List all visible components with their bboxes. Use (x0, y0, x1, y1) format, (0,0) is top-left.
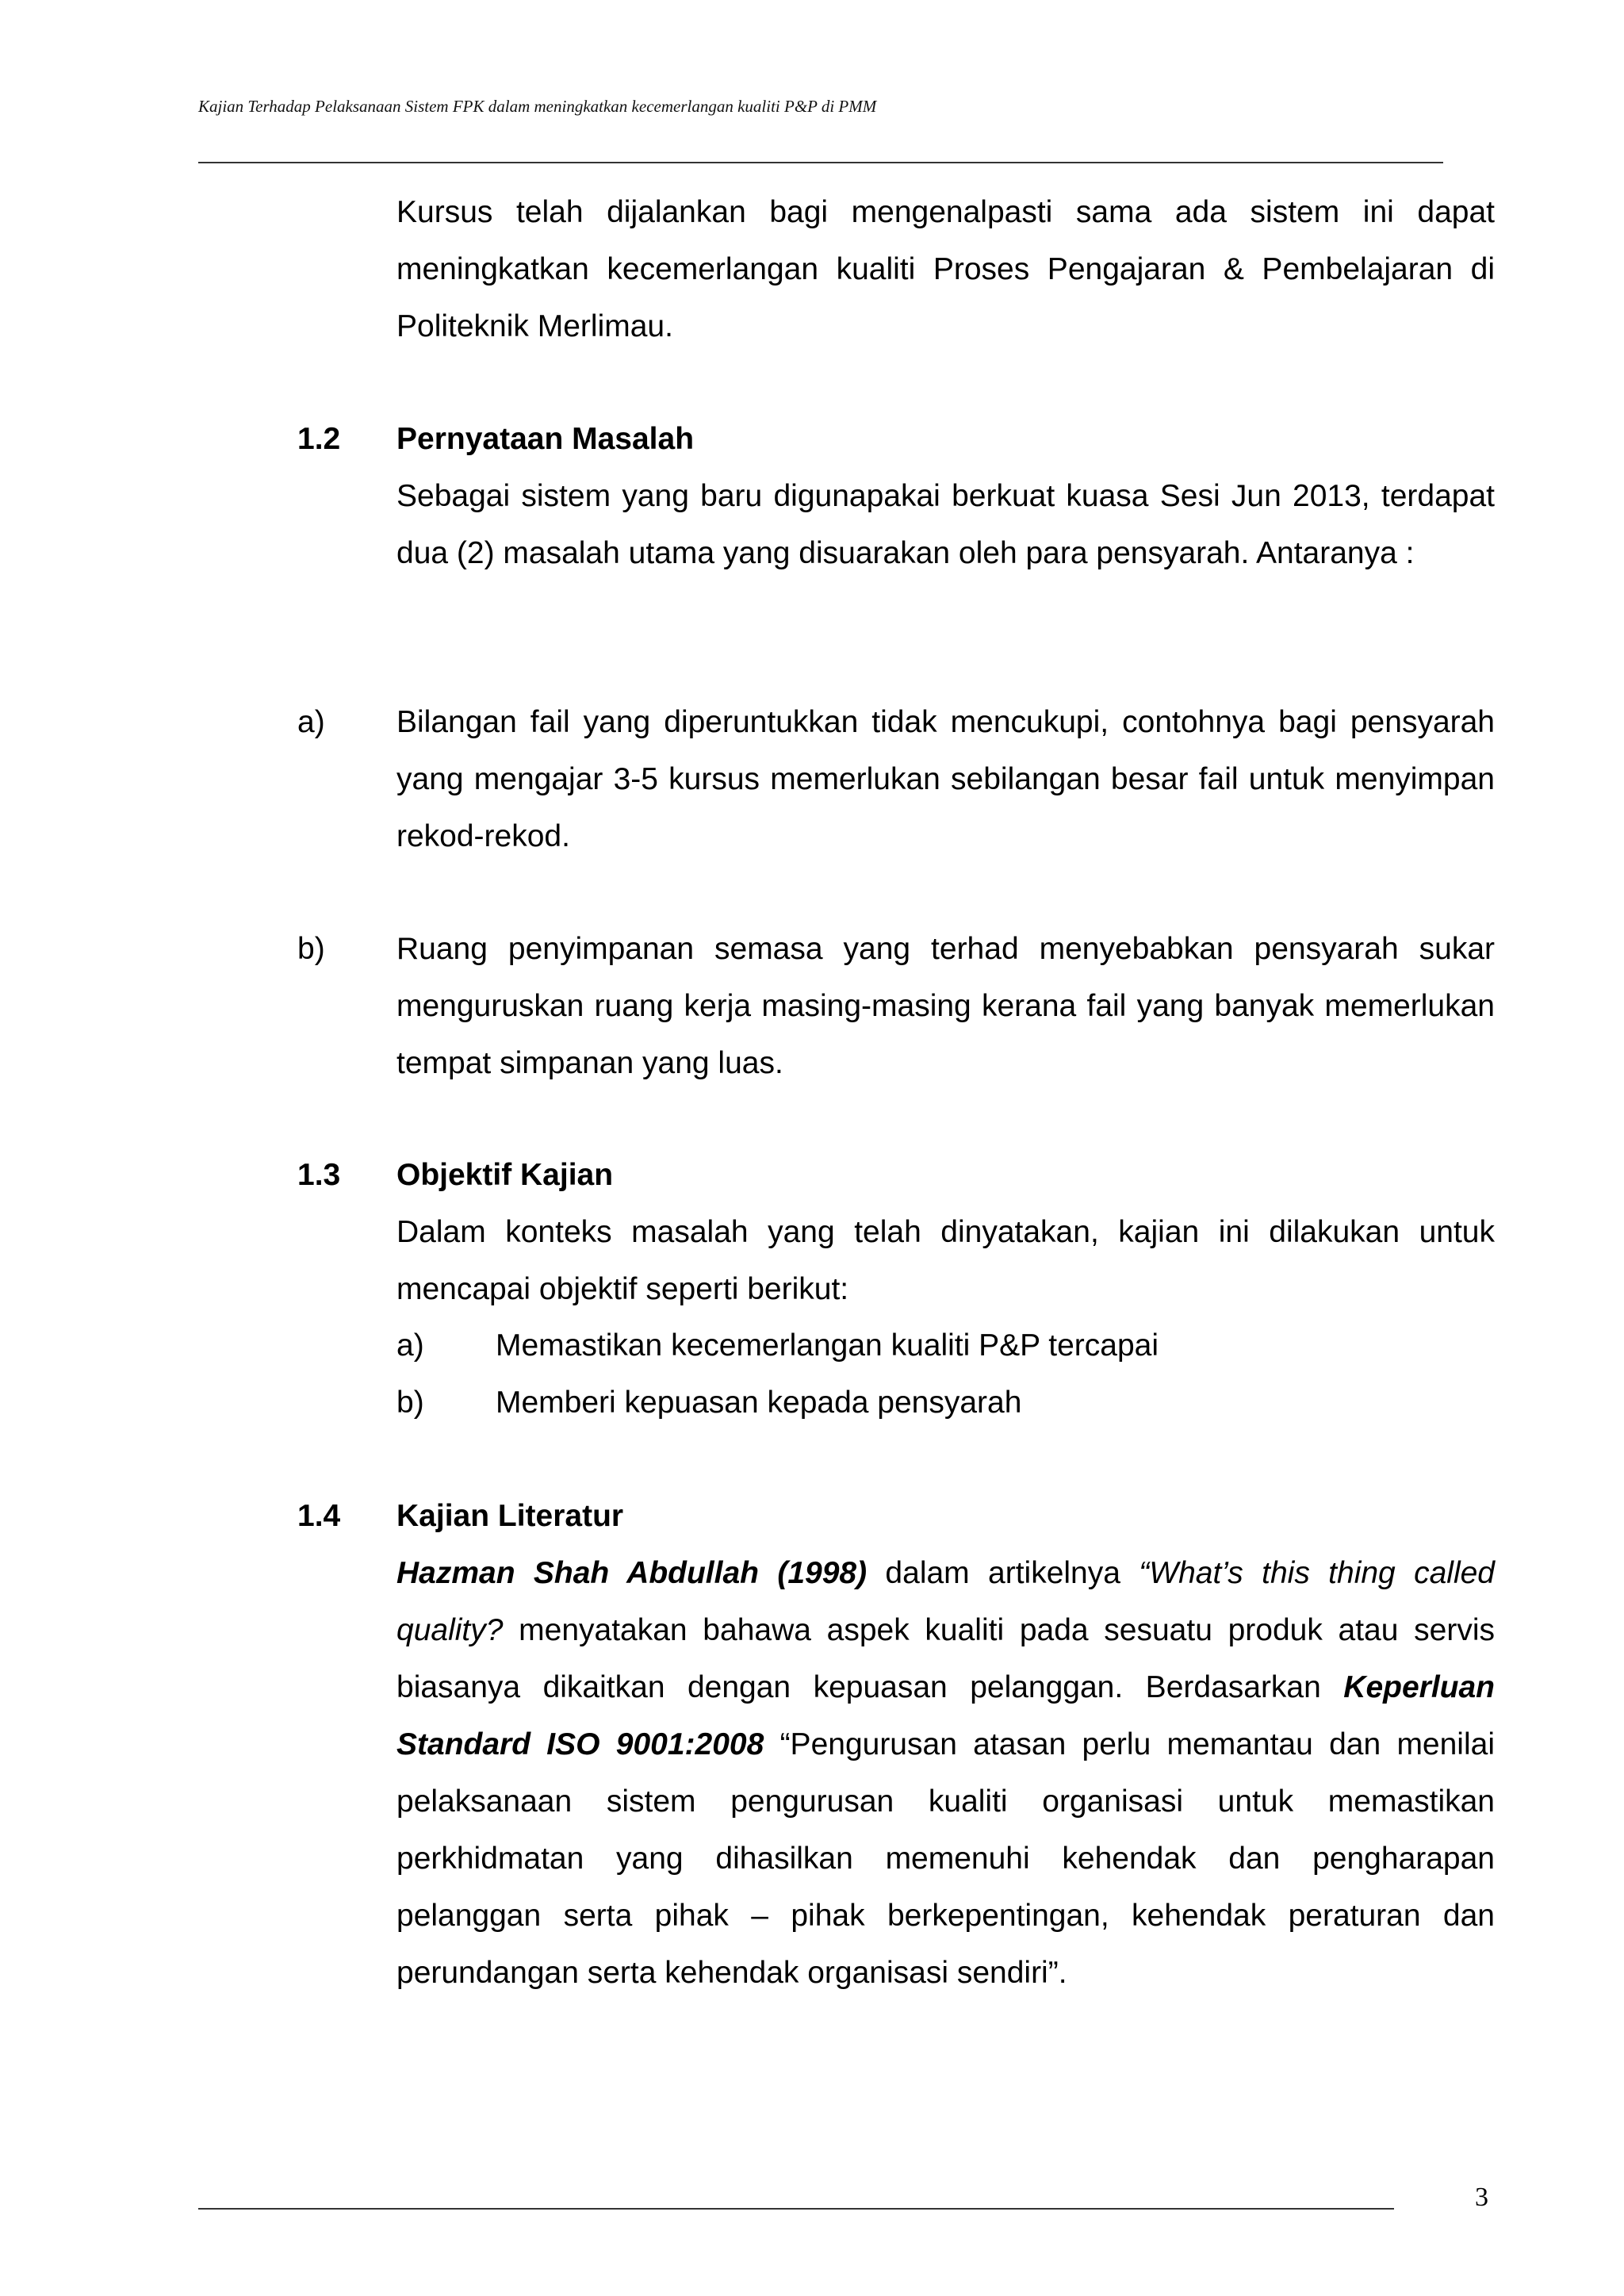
problem-item-a: Bilangan fail yang diperuntukkan tidak mencukupi, contohnya bagi pensyarah yang mengajar 3-5 kursus memerlukan sebilangan besar fail untuk menyimpan rekod-rekod. (396, 705, 1495, 853)
literature-text-2: menyatakan bahawa aspek kualiti pada sesuatu produk atau servis biasanya dikaitkan dengan kepuasan pelanggan. Berdasarkan (396, 1613, 1495, 1704)
objective-marker-b: b) (396, 1386, 424, 1420)
section-title-objektif-kajian: Objektif Kajian (396, 1158, 614, 1192)
objective-item-a: Memastikan kecemerlangan kualiti P&P tercapai (496, 1328, 1159, 1363)
page-number: 3 (1475, 2183, 1488, 2212)
cited-article-title: “What’s this thing called quality? (396, 1556, 1496, 1647)
literature-review-paragraph (396, 1545, 1495, 2002)
section-number-1-4: 1.4 (297, 1499, 341, 1533)
section-number-1-2: 1.2 (297, 422, 341, 456)
cited-author: Hazman Shah Abdullah (1998) (396, 1556, 868, 1590)
problem-item-marker-b: b) (297, 932, 325, 966)
section-number-1-3: 1.3 (297, 1158, 341, 1192)
problem-item-b: Ruang penyimpanan semasa yang terhad menyebabkan pensyarah sukar menguruskan ruang kerja masing-masing kerana fail yang banyak memerlukan tempat simpanan yang luas. (396, 932, 1495, 1080)
running-header: Kajian Terhadap Pelaksanaan Sistem FPK dalam meningkatkan kecemerlangan kualiti P&P di PMM (198, 97, 877, 116)
section-title-kajian-literatur: Kajian Literatur (396, 1499, 624, 1533)
problem-statement-paragraph: Sebagai sistem yang baru digunapakai berkuat kuasa Sesi Jun 2013, terdapat dua (2) masalah utama yang disuarakan oleh para pensyarah. Antaranya : (396, 479, 1495, 570)
section-title-pernyataan-masalah: Pernyataan Masalah (396, 422, 695, 456)
objective-intro-paragraph: Dalam konteks masalah yang telah dinyatakan, kajian ini dilakukan untuk mencapai objektif seperti berikut: (396, 1215, 1495, 1306)
objective-item-b: Memberi kepuasan kepada pensyarah (496, 1386, 1022, 1420)
objective-marker-a: a) (396, 1328, 424, 1363)
literature-text-1: dalam artikelnya (867, 1556, 1139, 1590)
standard-quote: “Pengurusan atasan perlu memantau dan menilai pelaksanaan sistem pengurusan kualiti organisasi untuk memastikan perkhidmatan yang dihasilkan memenuhi kehendak dan pengharapan pelanggan serta pihak – pihak berkepentingan, kehendak peraturan dan perundangan serta kehendak organisasi sendiri”. (396, 1727, 1495, 1990)
intro-paragraph: Kursus telah dijalankan bagi mengenalpasti sama ada sistem ini dapat meningkatkan kecemerlangan kualiti Proses Pengajaran & Pembelajaran di Politeknik Merlimau. (396, 195, 1495, 343)
header-divider (198, 162, 1443, 163)
cited-standard: Keperluan Standard ISO 9001:2008 (396, 1670, 1495, 1761)
footer-divider (198, 2208, 1394, 2210)
problem-item-marker-a: a) (297, 705, 325, 739)
